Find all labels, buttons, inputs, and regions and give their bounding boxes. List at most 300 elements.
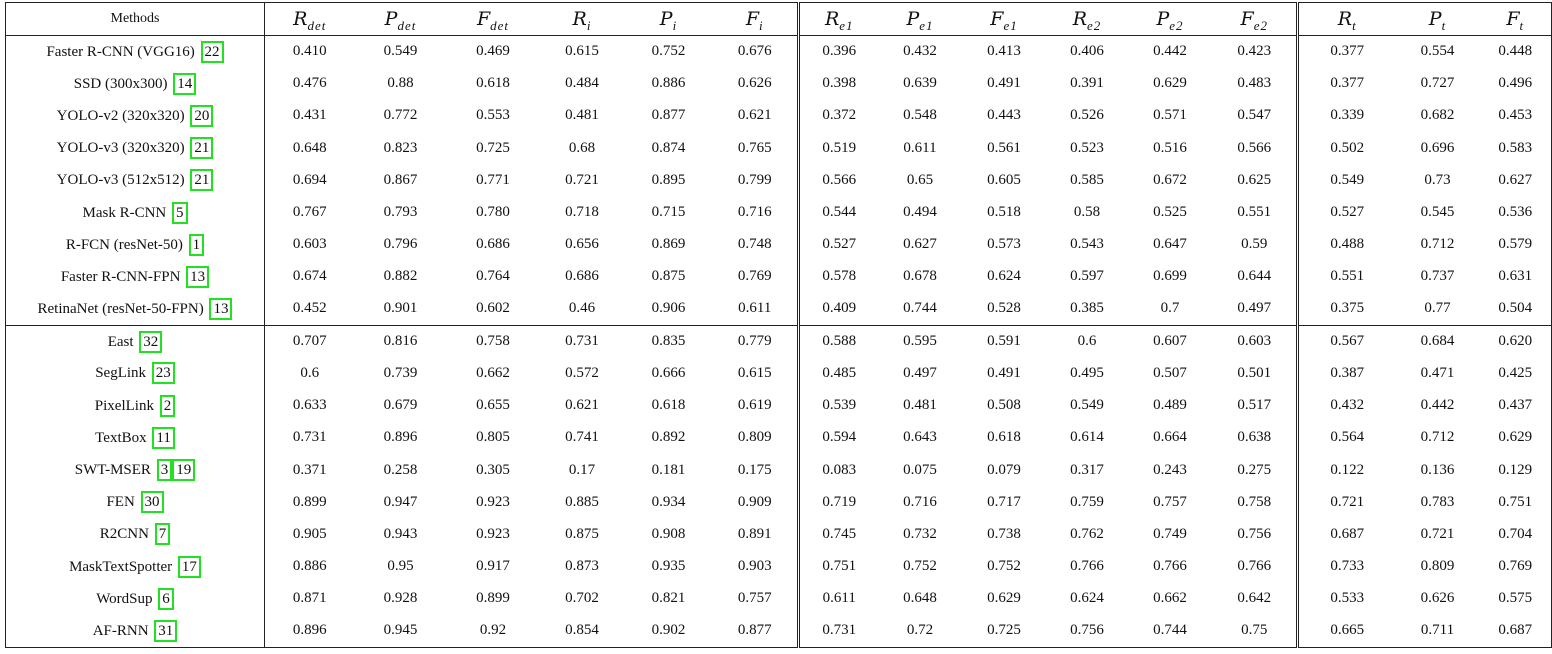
value-cell: 0.711 [1420, 622, 1455, 639]
value-cell: 0.554 [1420, 43, 1455, 60]
value-cell: 0.935 [651, 558, 686, 575]
value-cell: 0.759 [1070, 493, 1104, 510]
value-cell: 0.727 [1420, 75, 1455, 92]
column-header-p-e1 [879, 3, 962, 36]
value-cell: 0.871 [292, 590, 327, 607]
value-cell: 0.875 [651, 268, 686, 285]
value-cell: 0.716 [903, 493, 937, 510]
value-cell: 0.715 [651, 204, 686, 221]
value-cell: 0.799 [713, 164, 799, 196]
method-name: RetinaNet (resNet-50-FPN) [37, 300, 204, 317]
value-cell: 0.491 [987, 75, 1021, 92]
value-cell: 0.783 [1420, 493, 1455, 510]
value-cell: 0.816 [355, 325, 447, 357]
citation-link[interactable]: 5 [172, 202, 188, 224]
value-cell: 0.305 [476, 461, 510, 478]
value-cell: 0.684 [1396, 325, 1480, 357]
value-cell: 0.874 [651, 139, 686, 156]
method-cell [6, 68, 265, 100]
value-cell: 0.666 [651, 364, 686, 381]
value-cell: 0.517 [1213, 390, 1298, 422]
table-row [6, 518, 1552, 550]
value-cell: 0.591 [962, 325, 1047, 357]
value-cell: 0.73 [1424, 171, 1451, 188]
citation-link[interactable]: 20 [190, 105, 213, 127]
column-header-subscript: det [307, 18, 327, 33]
value-cell: 0.644 [1213, 261, 1298, 293]
value-cell: 0.425 [1498, 364, 1533, 381]
value-cell: 0.595 [879, 325, 962, 357]
value-cell: 0.725 [476, 139, 510, 156]
value-cell: 0.809 [1420, 558, 1455, 575]
table-row [6, 390, 1552, 422]
value-cell: 0.656 [565, 236, 599, 253]
value-cell: 0.767 [292, 204, 327, 221]
value-cell: 0.548 [903, 107, 937, 124]
column-header-symbol: R [824, 8, 840, 30]
citation-link[interactable]: 13 [186, 266, 209, 288]
value-cell: 0.432 [1330, 397, 1365, 414]
value-cell: 0.88 [387, 75, 414, 92]
value-cell: 0.765 [713, 132, 799, 164]
method-name: Faster R-CNN (VGG16) [46, 43, 195, 60]
value-cell: 0.621 [713, 100, 799, 132]
table-row [6, 325, 1552, 357]
citation-link[interactable]: 11 [152, 427, 174, 449]
value-cell: 0.275 [1213, 454, 1298, 486]
value-cell: 0.624 [1070, 590, 1104, 607]
value-cell: 0.371 [292, 461, 327, 478]
value-cell: 0.497 [1213, 293, 1298, 325]
value-cell: 0.917 [476, 558, 510, 575]
value-cell: 0.495 [1070, 364, 1104, 381]
column-header-f-e2 [1213, 3, 1298, 36]
table-body [6, 36, 1552, 648]
column-header-subscript: i [586, 18, 592, 33]
citation-link[interactable]: 7 [155, 523, 171, 545]
value-cell: 0.662 [476, 364, 510, 381]
method-cell [6, 196, 265, 228]
value-cell: 0.877 [713, 615, 799, 647]
value-cell: 0.934 [651, 493, 686, 510]
value-cell: 0.737 [1420, 268, 1455, 285]
value-cell: 0.757 [1153, 493, 1187, 510]
citation-link[interactable]: 32 [139, 331, 162, 353]
value-cell: 0.533 [1330, 590, 1365, 607]
value-cell: 0.780 [476, 204, 510, 221]
value-cell: 0.731 [540, 325, 625, 357]
value-cell: 0.377 [1330, 75, 1365, 92]
table-row [6, 196, 1552, 228]
value-cell: 0.527 [822, 236, 857, 253]
value-cell: 0.627 [903, 236, 937, 253]
value-cell: 0.571 [1153, 107, 1187, 124]
value-cell: 0.823 [383, 139, 418, 156]
value-cell: 0.877 [651, 107, 686, 124]
value-cell: 0.504 [1498, 300, 1533, 317]
column-header-symbol: F [1506, 8, 1520, 30]
value-cell: 0.718 [565, 204, 599, 221]
value-cell: 0.923 [476, 525, 510, 542]
value-cell: 0.626 [1420, 590, 1455, 607]
value-cell: 0.766 [1070, 558, 1104, 575]
value-cell: 0.712 [1420, 429, 1455, 446]
method-cell [6, 357, 265, 389]
value-cell: 0.483 [1213, 68, 1298, 100]
value-cell: 0.945 [383, 622, 418, 639]
value-cell: 0.687 [1498, 622, 1533, 639]
value-cell: 0.551 [1213, 196, 1298, 228]
value-cell: 0.672 [1153, 171, 1187, 188]
value-cell: 0.664 [1153, 429, 1187, 446]
value-cell: 0.678 [903, 268, 937, 285]
value-cell: 0.578 [822, 268, 857, 285]
value-cell: 0.733 [1330, 558, 1365, 575]
value-cell: 0.543 [1070, 236, 1104, 253]
value-cell: 0.549 [1330, 171, 1365, 188]
value-cell: 0.452 [292, 300, 327, 317]
value-cell: 0.702 [565, 590, 599, 607]
value-cell: 0.745 [822, 525, 857, 542]
column-header-subscript: i [672, 18, 678, 33]
method-name: Mask R-CNN [82, 204, 167, 221]
value-cell: 0.752 [987, 558, 1021, 575]
value-cell: 0.895 [651, 171, 686, 188]
value-cell: 0.387 [1330, 364, 1365, 381]
value-cell: 0.928 [383, 590, 418, 607]
value-cell: 0.339 [1330, 107, 1365, 124]
column-header-p-det [355, 3, 447, 36]
value-cell: 0.95 [387, 558, 414, 575]
method-name: R2CNN [99, 526, 149, 543]
value-cell: 0.885 [565, 493, 599, 510]
method-name: SWT-MSER [74, 462, 151, 479]
table-row [6, 229, 1552, 261]
results-table [5, 2, 1552, 648]
value-cell: 0.643 [903, 429, 937, 446]
value-cell: 0.549 [1070, 397, 1104, 414]
value-cell: 0.481 [565, 107, 599, 124]
value-cell: 0.181 [651, 461, 686, 478]
column-header-symbol: F [745, 8, 760, 30]
value-cell: 0.377 [1330, 43, 1365, 60]
value-cell: 0.602 [476, 300, 510, 317]
method-cell [6, 36, 265, 68]
method-name: YOLO-v2 (320x320) [56, 107, 185, 124]
citation-link[interactable]: 22 [201, 41, 224, 63]
method-name: MaskTextSpotter [69, 558, 173, 575]
column-header-p-e2 [1128, 3, 1213, 36]
method-cell [6, 132, 265, 164]
method-name: WordSup [96, 590, 153, 607]
value-cell: 0.771 [476, 171, 510, 188]
value-cell: 0.633 [292, 397, 327, 414]
method-cell [6, 261, 265, 293]
value-cell: 0.694 [292, 171, 327, 188]
value-cell: 0.615 [713, 357, 799, 389]
value-cell: 0.6 [1047, 325, 1128, 357]
value-cell: 0.725 [987, 622, 1021, 639]
value-cell: 0.756 [1213, 518, 1298, 550]
value-cell: 0.674 [292, 268, 327, 285]
value-cell: 0.721 [1420, 525, 1455, 542]
value-cell: 0.647 [1153, 236, 1187, 253]
value-cell: 0.696 [1420, 139, 1455, 156]
value-cell: 0.527 [1330, 204, 1365, 221]
method-cell [6, 518, 265, 550]
value-cell: 0.564 [1330, 429, 1365, 446]
citation-link[interactable]: 31 [154, 620, 177, 642]
value-cell: 0.779 [713, 325, 799, 357]
method-cell [6, 615, 265, 647]
citation-link[interactable]: 1 [189, 234, 205, 256]
value-cell: 0.442 [1153, 43, 1187, 60]
column-header-subscript: i [759, 18, 764, 33]
column-header-subscript: t [1441, 18, 1447, 33]
value-cell: 0.079 [987, 461, 1021, 478]
value-cell: 0.544 [822, 204, 857, 221]
value-cell: 0.491 [987, 364, 1021, 381]
value-cell: 0.77 [1424, 300, 1451, 317]
value-cell: 0.744 [1153, 622, 1187, 639]
table-row [6, 293, 1552, 325]
value-cell: 0.523 [1070, 139, 1104, 156]
value-cell: 0.731 [822, 622, 857, 639]
value-cell: 0.614 [1070, 429, 1104, 446]
value-cell: 0.648 [903, 590, 937, 607]
method-cell [6, 486, 265, 518]
value-cell: 0.923 [476, 493, 510, 510]
value-cell: 0.075 [903, 461, 937, 478]
value-cell: 0.476 [292, 75, 327, 92]
value-cell: 0.758 [447, 325, 540, 357]
value-cell: 0.631 [1498, 268, 1533, 285]
value-cell: 0.588 [799, 325, 879, 357]
value-cell: 0.886 [292, 558, 327, 575]
method-name: PixelLink [94, 397, 154, 414]
column-header-p-t [1396, 3, 1480, 36]
value-cell: 0.519 [822, 139, 857, 156]
value-cell: 0.526 [1070, 107, 1104, 124]
value-cell: 0.665 [1330, 622, 1365, 639]
value-cell: 0.59 [1213, 229, 1298, 261]
table-row [6, 100, 1552, 132]
value-cell: 0.243 [1153, 461, 1187, 478]
table-row [6, 486, 1552, 518]
value-cell: 0.638 [1213, 422, 1298, 454]
value-cell: 0.547 [1213, 100, 1298, 132]
method-name: Faster R-CNN-FPN [60, 268, 181, 285]
value-cell: 0.618 [476, 75, 510, 92]
value-cell: 0.575 [1498, 590, 1533, 607]
value-cell: 0.752 [903, 558, 937, 575]
value-cell: 0.375 [1330, 300, 1365, 317]
value-cell: 0.573 [987, 236, 1021, 253]
value-cell: 0.901 [383, 300, 418, 317]
value-cell: 0.410 [292, 43, 327, 60]
citation-link[interactable]: 13 [209, 298, 232, 320]
column-header-r-t [1298, 3, 1396, 36]
value-cell: 0.409 [822, 300, 857, 317]
citation-link[interactable]: 6 [158, 588, 174, 610]
value-cell: 0.707 [265, 325, 355, 357]
value-cell: 0.536 [1498, 204, 1533, 221]
citation-link[interactable]: 3 [157, 459, 173, 481]
value-cell: 0.686 [565, 268, 599, 285]
value-cell: 0.471 [1420, 364, 1455, 381]
value-cell: 0.621 [565, 397, 599, 414]
value-cell: 0.662 [1153, 590, 1187, 607]
value-cell: 0.46 [568, 300, 596, 317]
value-cell: 0.947 [383, 493, 418, 510]
value-cell: 0.744 [903, 300, 937, 317]
column-header-p-i [625, 3, 713, 36]
value-cell: 0.75 [1213, 615, 1298, 647]
column-header-symbol: P [906, 8, 920, 30]
value-cell: 0.896 [383, 429, 418, 446]
value-cell: 0.494 [903, 204, 937, 221]
value-cell: 0.508 [987, 397, 1021, 414]
value-cell: 0.899 [476, 590, 510, 607]
value-cell: 0.6 [300, 364, 320, 381]
citation-link[interactable]: 2 [160, 395, 176, 417]
citation-link[interactable]: 30 [141, 491, 164, 513]
table-row [6, 422, 1552, 454]
value-cell: 0.258 [383, 461, 418, 478]
value-cell: 0.639 [903, 75, 937, 92]
value-cell: 0.873 [565, 558, 599, 575]
value-cell: 0.796 [383, 236, 418, 253]
value-cell: 0.764 [476, 268, 510, 285]
value-cell: 0.484 [565, 75, 599, 92]
value-cell: 0.72 [906, 622, 934, 639]
value-cell: 0.502 [1330, 139, 1365, 156]
value-cell: 0.442 [1420, 397, 1455, 414]
value-cell: 0.629 [987, 590, 1021, 607]
column-header-f-i [713, 3, 799, 36]
value-cell: 0.869 [651, 236, 686, 253]
value-cell: 0.793 [383, 204, 418, 221]
value-cell: 0.751 [1498, 493, 1533, 510]
column-header-f-e1 [962, 3, 1047, 36]
value-cell: 0.485 [822, 364, 857, 381]
value-cell: 0.551 [1330, 268, 1365, 285]
table-row [6, 454, 1552, 486]
value-cell: 0.769 [713, 261, 799, 293]
citation-link[interactable]: 21 [190, 169, 213, 191]
citation-link[interactable]: 21 [190, 137, 213, 159]
column-header-symbol: F [476, 8, 491, 30]
column-header-subscript: e1 [1003, 18, 1018, 33]
column-header-subscript: e2 [1169, 18, 1184, 33]
value-cell: 0.545 [1420, 204, 1455, 221]
column-header-r-i [540, 3, 625, 36]
value-cell: 0.739 [383, 364, 418, 381]
value-cell: 0.406 [1070, 43, 1104, 60]
column-header-symbol: F [990, 8, 1004, 30]
value-cell: 0.886 [651, 75, 686, 92]
column-header-r-e2 [1047, 3, 1128, 36]
value-cell: 0.122 [1330, 461, 1365, 478]
method-name: SegLink [95, 365, 147, 382]
value-cell: 0.867 [383, 171, 418, 188]
column-header-r-det [265, 3, 355, 36]
value-cell: 0.682 [1420, 107, 1455, 124]
value-cell: 0.65 [906, 171, 934, 188]
table-row [6, 357, 1552, 389]
value-cell: 0.902 [651, 622, 686, 639]
value-cell: 0.716 [713, 196, 799, 228]
value-cell: 0.413 [987, 43, 1021, 60]
citation-link[interactable]: 17 [178, 556, 201, 578]
value-cell: 0.539 [822, 397, 857, 414]
value-cell: 0.809 [713, 422, 799, 454]
method-cell [6, 390, 265, 422]
value-cell: 0.896 [292, 622, 327, 639]
column-header-subscript: det [490, 18, 510, 33]
value-cell: 0.398 [822, 75, 857, 92]
value-cell: 0.518 [987, 204, 1021, 221]
column-header-subscript: e2 [1087, 18, 1102, 33]
value-cell: 0.396 [822, 43, 857, 60]
value-cell: 0.620 [1480, 325, 1552, 357]
value-cell: 0.642 [1213, 583, 1298, 615]
table-row [6, 615, 1552, 647]
table-row [6, 164, 1552, 196]
value-cell: 0.762 [1070, 525, 1104, 542]
value-cell: 0.481 [903, 397, 937, 414]
method-cell [6, 293, 265, 325]
value-cell: 0.579 [1498, 236, 1533, 253]
value-cell: 0.597 [1070, 268, 1104, 285]
table-row [6, 68, 1552, 100]
value-cell: 0.317 [1070, 461, 1104, 478]
column-header-subscript: det [397, 18, 417, 33]
method-name: SSD (300x300) [73, 75, 168, 92]
value-cell: 0.908 [651, 525, 686, 542]
value-cell: 0.704 [1498, 525, 1533, 542]
value-cell: 0.603 [292, 236, 327, 253]
value-cell: 0.448 [1498, 43, 1533, 60]
value-cell: 0.676 [713, 36, 799, 68]
value-cell: 0.507 [1153, 364, 1187, 381]
method-name: YOLO-v3 (512x512) [56, 172, 185, 189]
value-cell: 0.432 [903, 43, 937, 60]
value-cell: 0.136 [1420, 461, 1455, 478]
citation-link[interactable]: 19 [172, 459, 195, 481]
value-cell: 0.525 [1153, 204, 1187, 221]
value-cell: 0.629 [1153, 75, 1187, 92]
column-header-r-e1 [799, 3, 879, 36]
column-header-symbol: F [1240, 8, 1254, 30]
value-cell: 0.748 [713, 229, 799, 261]
value-cell: 0.648 [292, 139, 327, 156]
value-cell: 0.749 [1153, 525, 1187, 542]
value-cell: 0.501 [1213, 357, 1298, 389]
value-cell: 0.585 [1070, 171, 1104, 188]
value-cell: 0.766 [1213, 551, 1298, 583]
value-cell: 0.516 [1153, 139, 1187, 156]
value-cell: 0.572 [565, 364, 599, 381]
table-row [6, 261, 1552, 293]
method-name: YOLO-v3 (320x320) [56, 140, 185, 157]
table-row [6, 583, 1552, 615]
value-cell: 0.618 [987, 429, 1021, 446]
value-cell: 0.605 [987, 171, 1021, 188]
value-cell: 0.437 [1498, 397, 1533, 414]
citation-link[interactable]: 23 [152, 362, 175, 384]
citation-link[interactable]: 14 [173, 73, 196, 95]
